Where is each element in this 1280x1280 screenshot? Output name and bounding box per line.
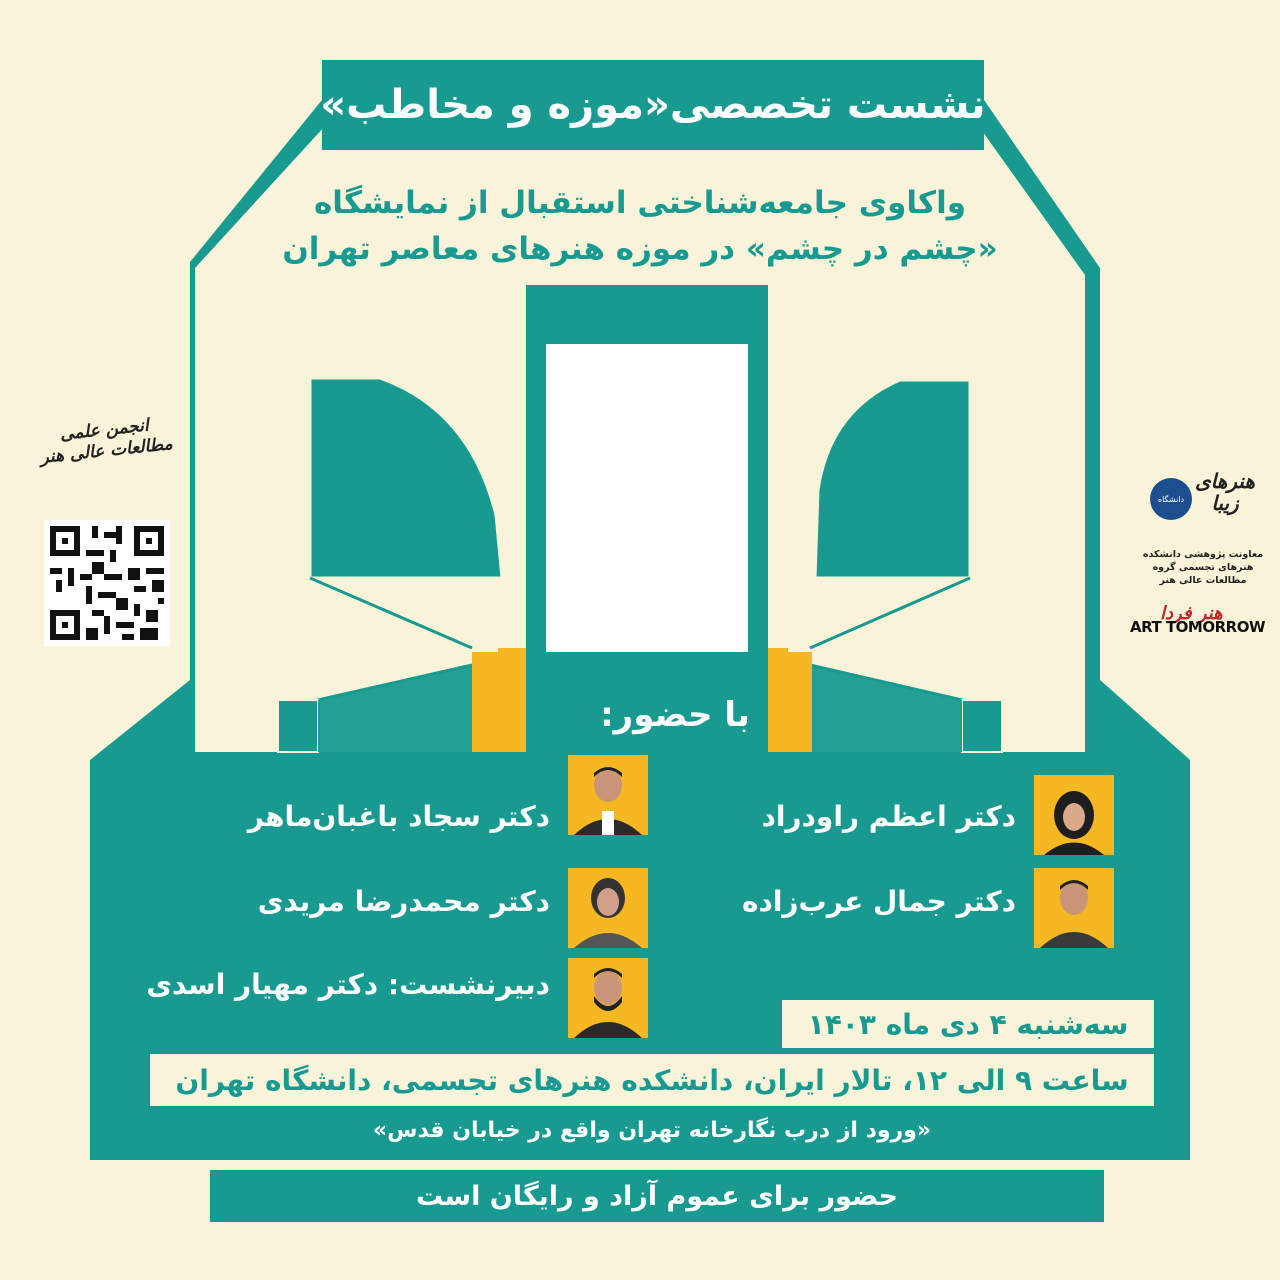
page-title: نشست تخصصی«موزه و مخاطب» xyxy=(320,82,986,128)
speaker-photo-4 xyxy=(568,868,648,948)
event-date: سه‌شنبه ۴ دی ماه ۱۴۰۳ xyxy=(807,1007,1129,1041)
department-label: معاونت پژوهشی دانشکده هنرهای تجسمی گروه مطالعات عالی هنر xyxy=(1142,549,1264,586)
free-note-box xyxy=(210,1170,1104,1222)
fine-arts-logo: هنرهای زیبا xyxy=(1195,469,1255,515)
subtitle-line-1: واکاوی جامعه‌شناختی استقبال از نمایشگاه xyxy=(314,185,966,221)
with-presence-label: با حضور: xyxy=(600,695,750,735)
gate-inner xyxy=(544,342,750,665)
date-box xyxy=(782,1000,1154,1048)
qr-code[interactable] xyxy=(44,520,170,646)
speaker-photo-2 xyxy=(1034,868,1114,948)
speaker-name-3: دکتر سجاد باغبان‌ماهر xyxy=(247,800,550,833)
speaker-name-1: دکتر اعظم راودراد xyxy=(761,800,1016,833)
title-banner xyxy=(322,60,984,150)
association-logo: انجمن علمی مطالعات عالی هنر xyxy=(39,415,174,468)
time-place: ساعت ۹ الی ۱۲، تالار ایران، دانشکده هنرهای تجسمی، دانشگاه تهران xyxy=(175,1063,1129,1097)
subtitle xyxy=(260,180,1020,272)
yellow-pillar-left xyxy=(472,652,498,752)
subtitle-line-2: «چشم در چشم» در موزه هنرهای معاصر تهران xyxy=(282,231,998,267)
entry-note: «ورود از درب نگارخانه تهران واقع در خیابان قدس» xyxy=(372,1118,932,1143)
art-tomorrow-fa-logo: هنر فردا xyxy=(1160,603,1223,624)
speaker-name-2: دکتر جمال عرب‌زاده xyxy=(741,885,1016,918)
art-tomorrow-logo: ART TOMORROW xyxy=(1130,618,1265,636)
time-place-box xyxy=(150,1054,1154,1106)
speaker-photo-1 xyxy=(1034,775,1114,855)
speaker-name-5: دبیرنشست: دکتر مهیار اسدی xyxy=(146,968,550,1001)
speaker-photo-5 xyxy=(568,958,648,1038)
speaker-name-4: دکتر محمدرضا مریدی xyxy=(257,885,550,918)
speaker-photo-3 xyxy=(568,755,648,835)
university-seal-icon: دانشگاه xyxy=(1150,478,1192,520)
free-note: حضور برای عموم آزاد و رایگان است xyxy=(415,1180,899,1212)
